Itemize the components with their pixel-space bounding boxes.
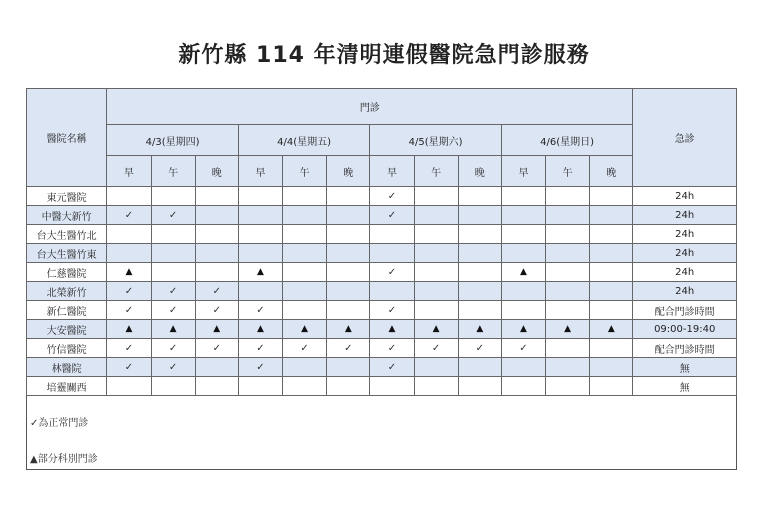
schedule-cell <box>546 377 590 396</box>
session-header: 晚 <box>458 156 501 187</box>
schedule-cell <box>107 225 151 244</box>
table-row <box>27 263 737 282</box>
normal-service-mark: ✓ <box>238 339 282 358</box>
table-row <box>27 301 737 320</box>
schedule-cell <box>414 301 458 320</box>
hospital-name-cell: 台大生醫竹東 <box>27 244 107 263</box>
schedule-cell <box>414 244 458 263</box>
table-row <box>27 339 737 358</box>
schedule-cell <box>327 263 370 282</box>
schedule-cell <box>238 244 282 263</box>
schedule-cell <box>458 301 501 320</box>
emergency-cell: 09:00-19:40 <box>633 320 737 339</box>
schedule-cell <box>590 358 633 377</box>
schedule-cell <box>458 206 501 225</box>
schedule-cell <box>590 187 633 206</box>
emergency-header: 急診 <box>633 89 737 187</box>
session-header: 早 <box>107 156 151 187</box>
schedule-cell <box>546 225 590 244</box>
schedule-cell <box>107 244 151 263</box>
schedule-cell <box>501 358 545 377</box>
normal-service-mark: ✓ <box>501 339 545 358</box>
table-row <box>27 377 737 396</box>
emergency-cell: 無 <box>633 358 737 377</box>
schedule-cell <box>327 377 370 396</box>
emergency-cell: 無 <box>633 377 737 396</box>
schedule-cell <box>546 358 590 377</box>
schedule-cell <box>458 358 501 377</box>
schedule-cell <box>107 377 151 396</box>
schedule-cell <box>370 377 414 396</box>
session-header: 晚 <box>590 156 633 187</box>
partial-service-mark: ▲ <box>195 320 238 339</box>
hospital-name-cell: 台大生醫竹北 <box>27 225 107 244</box>
hospital-name-cell: 竹信醫院 <box>27 339 107 358</box>
table-row <box>27 206 737 225</box>
schedule-cell <box>501 187 545 206</box>
schedule-cell <box>458 263 501 282</box>
note-partial: ▲部分科別門診 <box>30 454 98 465</box>
schedule-cell <box>501 282 545 301</box>
schedule-cell <box>501 225 545 244</box>
partial-service-mark: ▲ <box>238 320 282 339</box>
hospital-name-cell: 新仁醫院 <box>27 301 107 320</box>
hospital-name-cell: 中醫大新竹 <box>27 206 107 225</box>
schedule-cell <box>283 244 327 263</box>
schedule-cell <box>283 377 327 396</box>
partial-service-mark: ▲ <box>458 320 501 339</box>
partial-service-mark: ▲ <box>414 320 458 339</box>
schedule-cell <box>546 263 590 282</box>
hospital-name-cell: 大安醫院 <box>27 320 107 339</box>
normal-service-mark: ✓ <box>414 339 458 358</box>
schedule-cell <box>151 263 195 282</box>
normal-service-mark: ✓ <box>151 358 195 377</box>
schedule-cell <box>501 301 545 320</box>
schedule-cell <box>195 358 238 377</box>
schedule-cell <box>327 358 370 377</box>
partial-service-mark: ▲ <box>107 320 151 339</box>
normal-service-mark: ✓ <box>195 339 238 358</box>
schedule-cell <box>458 282 501 301</box>
session-header: 晚 <box>195 156 238 187</box>
schedule-cell <box>238 225 282 244</box>
normal-service-mark: ✓ <box>370 358 414 377</box>
schedule-cell <box>238 282 282 301</box>
schedule-cell <box>501 377 545 396</box>
normal-service-mark: ✓ <box>151 301 195 320</box>
hospital-name-cell: 培靈關西 <box>27 377 107 396</box>
emergency-cell: 24h <box>633 244 737 263</box>
session-header: 午 <box>151 156 195 187</box>
emergency-cell: 配合門診時間 <box>633 301 737 320</box>
table-row <box>27 244 737 263</box>
schedule-cell <box>501 206 545 225</box>
normal-service-mark: ✓ <box>370 339 414 358</box>
hospital-name-cell: 林醫院 <box>27 358 107 377</box>
normal-service-mark: ✓ <box>195 282 238 301</box>
schedule-cell <box>414 263 458 282</box>
schedule-cell <box>327 244 370 263</box>
schedule-cell <box>590 206 633 225</box>
session-header: 早 <box>238 156 282 187</box>
schedule-cell <box>327 187 370 206</box>
normal-service-mark: ✓ <box>107 301 151 320</box>
day-header: 4/6(星期日) <box>501 125 633 156</box>
normal-service-mark: ✓ <box>107 206 151 225</box>
emergency-cell: 24h <box>633 263 737 282</box>
partial-service-mark: ▲ <box>501 320 545 339</box>
normal-service-mark: ✓ <box>370 187 414 206</box>
schedule-cell <box>546 187 590 206</box>
schedule-cell <box>327 225 370 244</box>
schedule-cell <box>501 244 545 263</box>
table-row <box>27 320 737 339</box>
session-header: 早 <box>501 156 545 187</box>
schedule-cell <box>327 282 370 301</box>
normal-service-mark: ✓ <box>238 301 282 320</box>
hospital-name-header: 醫院名稱 <box>27 89 107 187</box>
schedule-cell <box>327 206 370 225</box>
partial-service-mark: ▲ <box>283 320 327 339</box>
schedule-cell <box>590 282 633 301</box>
schedule-cell <box>195 377 238 396</box>
session-header: 午 <box>283 156 327 187</box>
schedule-cell <box>590 377 633 396</box>
schedule-cell <box>283 282 327 301</box>
partial-service-mark: ▲ <box>370 320 414 339</box>
schedule-cell <box>590 225 633 244</box>
table-row <box>27 225 737 244</box>
normal-service-mark: ✓ <box>107 339 151 358</box>
partial-service-mark: ▲ <box>590 320 633 339</box>
normal-service-mark: ✓ <box>370 301 414 320</box>
normal-service-mark: ✓ <box>327 339 370 358</box>
normal-service-mark: ✓ <box>195 301 238 320</box>
note-normal: ✓為正常門診 <box>30 418 89 429</box>
schedule-cell <box>414 225 458 244</box>
hospital-name-cell: 仁慈醫院 <box>27 263 107 282</box>
session-header: 早 <box>370 156 414 187</box>
emergency-cell: 24h <box>633 282 737 301</box>
normal-service-mark: ✓ <box>283 339 327 358</box>
outpatient-header: 門診 <box>107 89 633 125</box>
schedule-cell <box>590 263 633 282</box>
schedule-cell <box>107 187 151 206</box>
schedule-cell <box>458 377 501 396</box>
emergency-cell: 24h <box>633 225 737 244</box>
hospital-name-cell: 北榮新竹 <box>27 282 107 301</box>
partial-service-mark: ▲ <box>238 263 282 282</box>
schedule-cell <box>546 244 590 263</box>
schedule-table <box>26 88 737 396</box>
schedule-cell <box>414 206 458 225</box>
normal-service-mark: ✓ <box>238 358 282 377</box>
normal-service-mark: ✓ <box>107 358 151 377</box>
schedule-cell <box>283 358 327 377</box>
table-row <box>27 187 737 206</box>
normal-service-mark: ✓ <box>458 339 501 358</box>
schedule-cell <box>458 187 501 206</box>
partial-service-mark: ▲ <box>327 320 370 339</box>
page-title: 新竹縣 114 年清明連假醫院急門診服務 <box>178 43 590 68</box>
schedule-cell <box>151 244 195 263</box>
partial-service-mark: ▲ <box>501 263 545 282</box>
schedule-cell <box>414 377 458 396</box>
schedule-cell <box>195 206 238 225</box>
schedule-cell <box>327 301 370 320</box>
hospital-name-cell: 東元醫院 <box>27 187 107 206</box>
schedule-cell <box>370 244 414 263</box>
schedule-cell <box>370 225 414 244</box>
session-header: 午 <box>414 156 458 187</box>
partial-service-mark: ▲ <box>546 320 590 339</box>
schedule-cell <box>151 377 195 396</box>
schedule-cell <box>283 206 327 225</box>
schedule-cell <box>283 225 327 244</box>
schedule-cell <box>458 244 501 263</box>
normal-service-mark: ✓ <box>151 339 195 358</box>
schedule-cell <box>283 301 327 320</box>
emergency-cell: 24h <box>633 187 737 206</box>
schedule-cell <box>414 187 458 206</box>
schedule-cell <box>195 187 238 206</box>
schedule-cell <box>238 206 282 225</box>
table-row <box>27 358 737 377</box>
schedule-cell <box>151 187 195 206</box>
session-header: 午 <box>546 156 590 187</box>
day-header: 4/4(星期五) <box>238 125 370 156</box>
schedule-cell <box>283 187 327 206</box>
normal-service-mark: ✓ <box>370 263 414 282</box>
normal-service-mark: ✓ <box>151 206 195 225</box>
partial-service-mark: ▲ <box>151 320 195 339</box>
schedule-cell <box>370 282 414 301</box>
day-header: 4/3(星期四) <box>107 125 239 156</box>
schedule-cell <box>151 225 195 244</box>
schedule-cell <box>414 358 458 377</box>
emergency-cell: 配合門診時間 <box>633 339 737 358</box>
day-header: 4/5(星期六) <box>370 125 502 156</box>
schedule-cell <box>590 301 633 320</box>
table-body <box>27 187 737 396</box>
table-row <box>27 282 737 301</box>
schedule-cell <box>195 225 238 244</box>
schedule-cell <box>546 282 590 301</box>
schedule-cell <box>238 187 282 206</box>
schedule-cell <box>195 263 238 282</box>
emergency-cell: 24h <box>633 206 737 225</box>
normal-service-mark: ✓ <box>151 282 195 301</box>
schedule-cell <box>590 339 633 358</box>
schedule-cell <box>238 377 282 396</box>
schedule-cell <box>546 339 590 358</box>
session-header: 晚 <box>327 156 370 187</box>
normal-service-mark: ✓ <box>107 282 151 301</box>
schedule-cell <box>546 206 590 225</box>
schedule-cell <box>590 244 633 263</box>
schedule-cell <box>458 225 501 244</box>
schedule-cell <box>283 263 327 282</box>
schedule-cell <box>195 244 238 263</box>
schedule-cell <box>546 301 590 320</box>
schedule-cell <box>414 282 458 301</box>
partial-service-mark: ▲ <box>107 263 151 282</box>
normal-service-mark: ✓ <box>370 206 414 225</box>
